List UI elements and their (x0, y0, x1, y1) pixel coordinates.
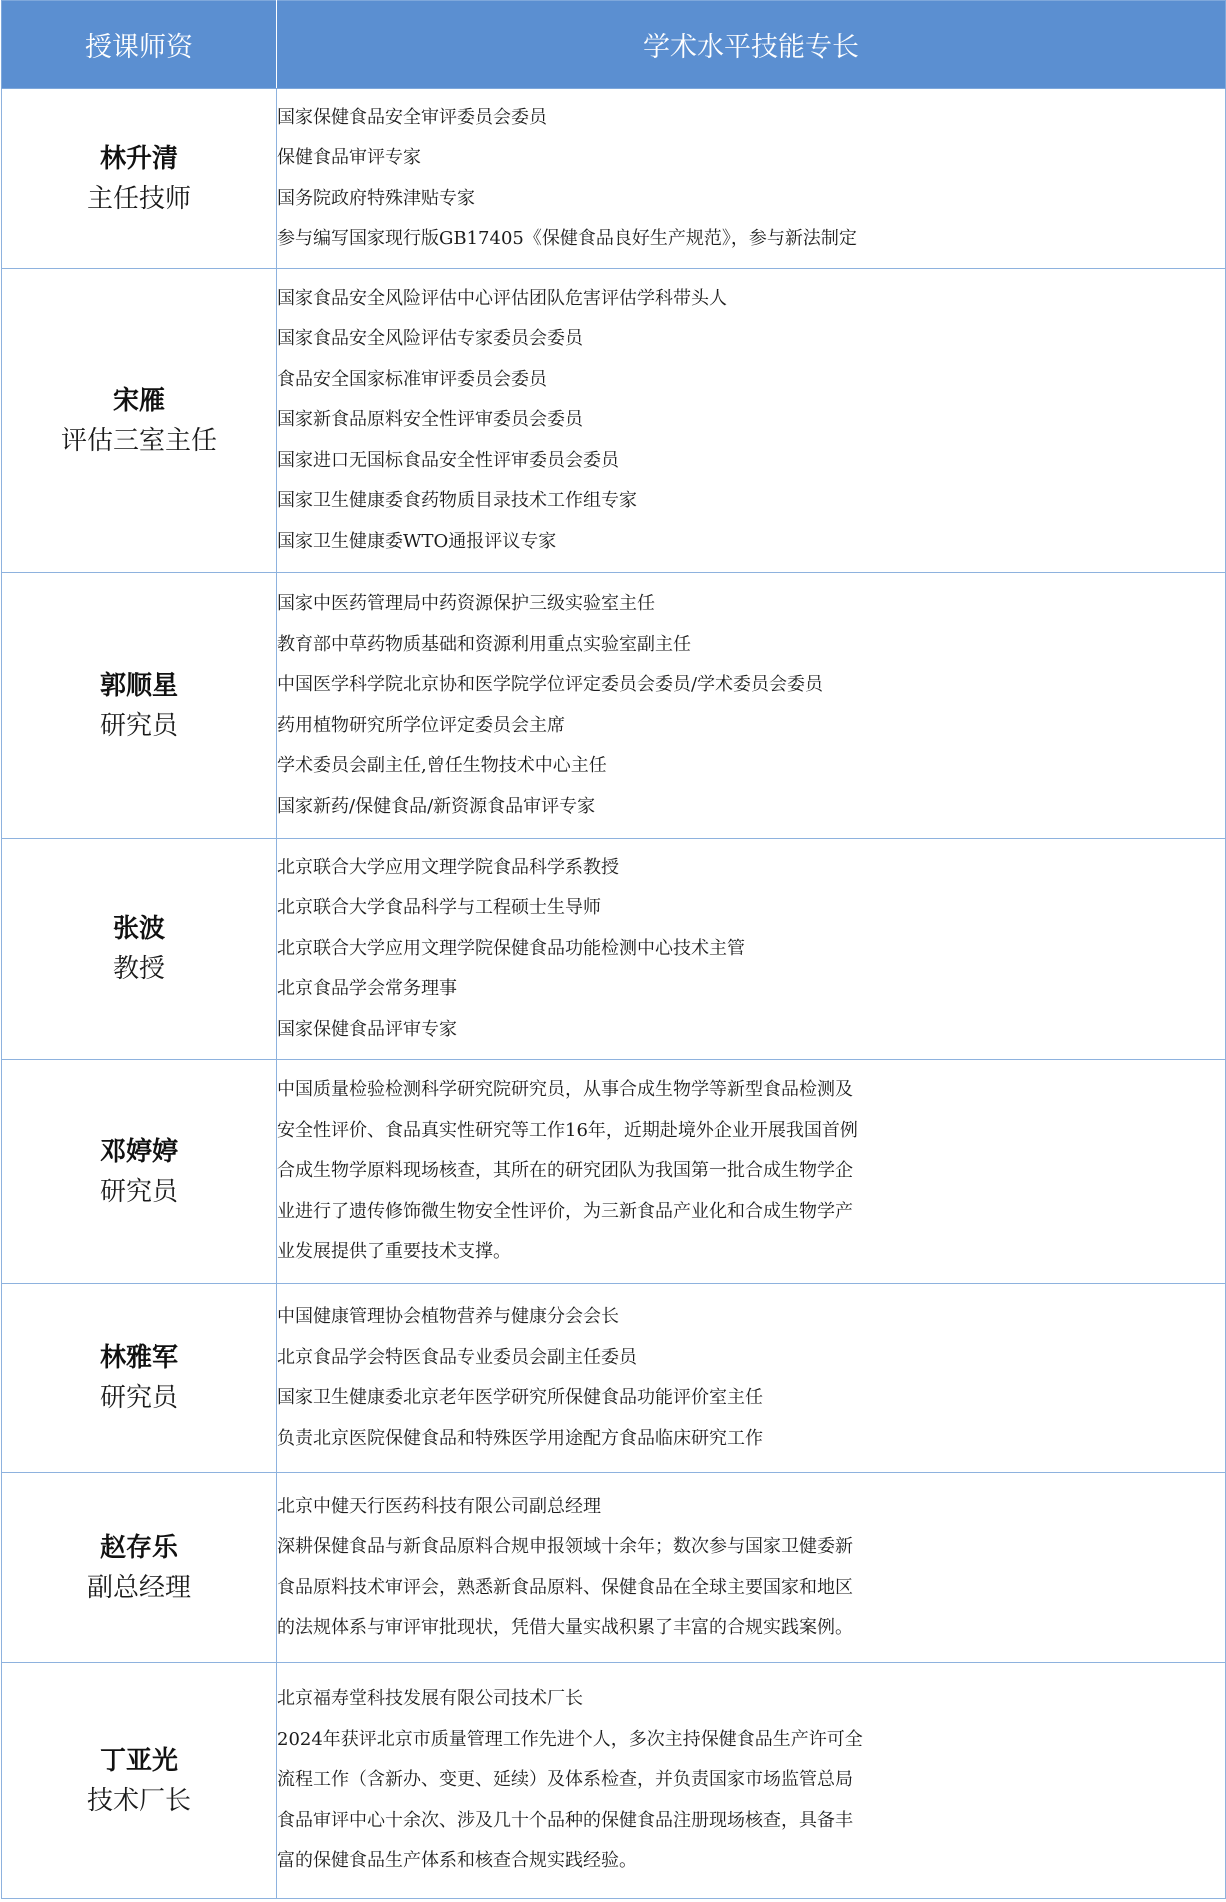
teacher-cell (2, 1284, 277, 1473)
skill-line: 中国医学科学院北京协和医学院学位评定委员会委员/学术委员会委员 (277, 674, 824, 695)
skills-cell (277, 1284, 1226, 1473)
teacher-title: 研究员 (99, 1176, 178, 1207)
skill-line: 食品审评中心十余次、涉及几十个品种的保健食品注册现场核查，具备丰 (277, 1809, 853, 1831)
skill-line: 安全性评价、食品真实性研究等工作16年，近期赴境外企业开展我国首例 (277, 1119, 858, 1141)
table-row (2, 89, 1226, 269)
skills-cell (277, 89, 1226, 269)
teacher-title: 研究员 (99, 1383, 178, 1413)
teacher-name: 张波 (112, 914, 165, 944)
skill-line: 业发展提供了重要技术支撑。 (277, 1241, 511, 1263)
skill-line: 参与编写国家现行版GB17405《保健食品良好生产规范》，参与新法制定 (277, 228, 857, 249)
skills-cell (277, 1473, 1226, 1663)
teacher-cell (2, 1060, 277, 1284)
teacher-cell (2, 89, 277, 269)
skill-line: 国务院政府特殊津贴专家 (277, 187, 475, 209)
teacher-cell (2, 573, 277, 839)
skill-line: 深耕保健食品与新食品原料合规申报领域十余年；数次参与国家卫健委新 (277, 1536, 853, 1557)
teacher-title: 研究员 (99, 710, 178, 741)
faculty-table (1, 0, 1226, 1899)
skill-line: 流程工作（含新办、变更、延续）及体系检查，并负责国家市场监管总局 (277, 1769, 853, 1791)
skills-cell (277, 573, 1226, 839)
skill-line: 国家中医药管理局中药资源保护三级实验室主任 (277, 593, 655, 614)
teacher-name: 丁亚光 (99, 1745, 178, 1776)
skill-line: 业进行了遗传修饰微生物安全性评价，为三新食品产业化和合成生物学产 (277, 1200, 853, 1222)
teacher-title: 教授 (112, 954, 165, 984)
teacher-title: 技术厂长 (86, 1785, 191, 1816)
table-row (2, 839, 1226, 1060)
teacher-cell (2, 269, 277, 573)
skill-line: 合成生物学原料现场核查，其所在的研究团队为我国第一批合成生物学企 (277, 1160, 853, 1182)
skills-cell (277, 1060, 1226, 1284)
skill-line: 富的保健食品生产体系和核查合规实践经验。 (277, 1850, 637, 1872)
table-row (2, 1060, 1226, 1284)
header-teacher: 授课师资 (2, 1, 277, 89)
teacher-name: 邓婷婷 (99, 1136, 178, 1167)
skill-line: 2024年获评北京市质量管理工作先进个人，多次主持保健食品生产许可全 (277, 1728, 863, 1750)
skill-line: 北京食品学会常务理事 (277, 978, 457, 1000)
skill-line: 国家保健食品评审专家 (277, 1018, 457, 1040)
teacher-cell (2, 1473, 277, 1663)
skill-line: 药用植物研究所学位评定委员会主席 (277, 714, 565, 736)
skill-line: 的法规体系与审评审批现状，凭借大量实战积累了丰富的合规实践案例。 (277, 1617, 853, 1638)
skill-line: 国家保健食品安全审评委员会委员 (277, 106, 547, 128)
skill-line: 国家新食品原料安全性评审委员会委员 (277, 409, 583, 431)
teacher-cell (2, 839, 277, 1060)
skill-line: 中国质量检验检测科学研究院研究员，从事合成生物学等新型食品检测及 (277, 1079, 853, 1101)
header-skills: 学术水平技能专长 (277, 1, 1226, 89)
skill-line: 国家进口无国标食品安全性评审委员会委员 (277, 449, 619, 471)
skill-line: 北京联合大学食品科学与工程硕士生导师 (277, 897, 601, 919)
skill-line: 北京联合大学应用文理学院保健食品功能检测中心技术主管 (277, 937, 745, 959)
table-row (2, 1663, 1226, 1899)
skill-line: 保健食品审评专家 (277, 147, 421, 168)
skills-cell (277, 839, 1226, 1060)
skill-line: 北京联合大学应用文理学院食品科学系教授 (277, 856, 619, 878)
skills-cell (277, 1663, 1226, 1899)
skill-line: 学术委员会副主任,曾任生物技术中心主任 (277, 755, 607, 776)
skill-line: 国家食品安全风险评估中心评估团队危害评估学科带头人 (277, 287, 727, 309)
skill-line: 国家卫生健康委WTO通报评议专家 (277, 530, 557, 552)
teacher-name: 林雅军 (99, 1343, 178, 1373)
skill-line: 国家卫生健康委食药物质目录技术工作组专家 (277, 490, 637, 512)
table-row (2, 1473, 1226, 1663)
teacher-name: 郭顺星 (99, 670, 178, 701)
skill-line: 北京食品学会特医食品专业委员会副主任委员 (277, 1346, 637, 1368)
teacher-name: 赵存乐 (99, 1532, 178, 1563)
skill-line: 北京福寿堂科技发展有限公司技术厂长 (277, 1688, 583, 1710)
teacher-name: 林升清 (99, 143, 178, 174)
teacher-name: 宋雁 (112, 385, 165, 416)
teacher-title: 副总经理 (86, 1572, 191, 1603)
table-row (2, 269, 1226, 573)
table-row (2, 1284, 1226, 1473)
skill-line: 国家卫生健康委北京老年医学研究所保健食品功能评价室主任 (277, 1387, 763, 1408)
teacher-cell (2, 1663, 277, 1899)
skill-line: 国家新药/保健食品/新资源食品审评专家 (277, 795, 596, 817)
skill-line: 国家食品安全风险评估专家委员会委员 (277, 328, 583, 350)
skill-line: 食品原料技术审评会，熟悉新食品原料、保健食品在全球主要国家和地区 (277, 1576, 853, 1598)
skill-line: 食品安全国家标准审评委员会委员 (277, 368, 547, 390)
teacher-title: 主任技师 (86, 183, 191, 214)
table-header-row (2, 1, 1226, 89)
skill-line: 负责北京医院保健食品和特殊医学用途配方食品临床研究工作 (277, 1427, 763, 1449)
skill-line: 中国健康管理协会植物营养与健康分会会长 (277, 1306, 619, 1327)
skill-line: 教育部中草药物质基础和资源利用重点实验室副主任 (277, 633, 691, 655)
skill-line: 北京中健天行医药科技有限公司副总经理 (277, 1495, 601, 1517)
skills-cell (277, 269, 1226, 573)
table-row (2, 573, 1226, 839)
teacher-title: 评估三室主任 (60, 425, 217, 456)
